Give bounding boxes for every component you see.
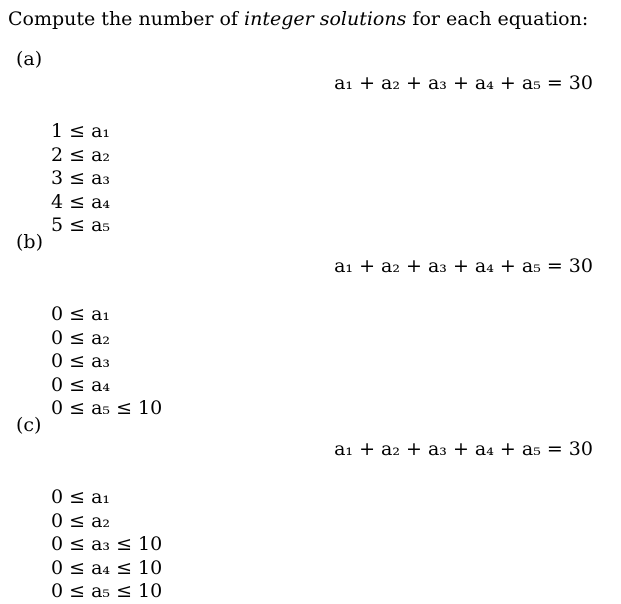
- constraint-list: [51, 120, 110, 238]
- constraint-item: 4 ≤ a₄: [51, 190, 111, 213]
- constraint-item: 0 ≤ a₅ ≤ 10: [51, 397, 163, 419]
- constraint-item: 0 ≤ a₂: [51, 326, 111, 349]
- constraint-item: 0 ≤ a₅ ≤ 10: [51, 580, 163, 602]
- equation: a₁ + a₂ + a₃ + a₄ + a₅ = 30: [334, 255, 593, 277]
- constraint-item: 2 ≤ a₂: [51, 143, 111, 166]
- constraint-item: 0 ≤ a₁: [51, 303, 111, 325]
- part-label: (b): [16, 231, 43, 253]
- constraint-item: 0 ≤ a₂: [51, 509, 111, 532]
- constraint-item: 1 ≤ a₁: [51, 120, 111, 142]
- constraint-item: 3 ≤ a₃: [51, 167, 111, 189]
- problem-statement: [8, 6, 588, 32]
- part-label: (c): [16, 414, 42, 436]
- constraint-item: 5 ≤ a₅: [51, 214, 111, 236]
- equation: a₁ + a₂ + a₃ + a₄ + a₅ = 30: [334, 438, 593, 460]
- part-label: (a): [16, 48, 43, 70]
- equation: a₁ + a₂ + a₃ + a₄ + a₅ = 30: [334, 72, 593, 94]
- constraint-item: 0 ≤ a₄ ≤ 10: [51, 556, 163, 579]
- constraint-item: 0 ≤ a₁: [51, 486, 111, 508]
- intro-emphasis: integer solutions: [244, 8, 407, 30]
- constraint-item: 0 ≤ a₃: [51, 350, 111, 372]
- constraint-item: 0 ≤ a₄: [51, 373, 111, 396]
- constraint-item: 0 ≤ a₃ ≤ 10: [51, 533, 163, 555]
- constraint-list: [51, 303, 162, 421]
- intro-text-before: Compute the number of: [8, 8, 244, 30]
- constraint-list: [51, 486, 162, 604]
- intro-text-after: for each equation:: [406, 8, 589, 30]
